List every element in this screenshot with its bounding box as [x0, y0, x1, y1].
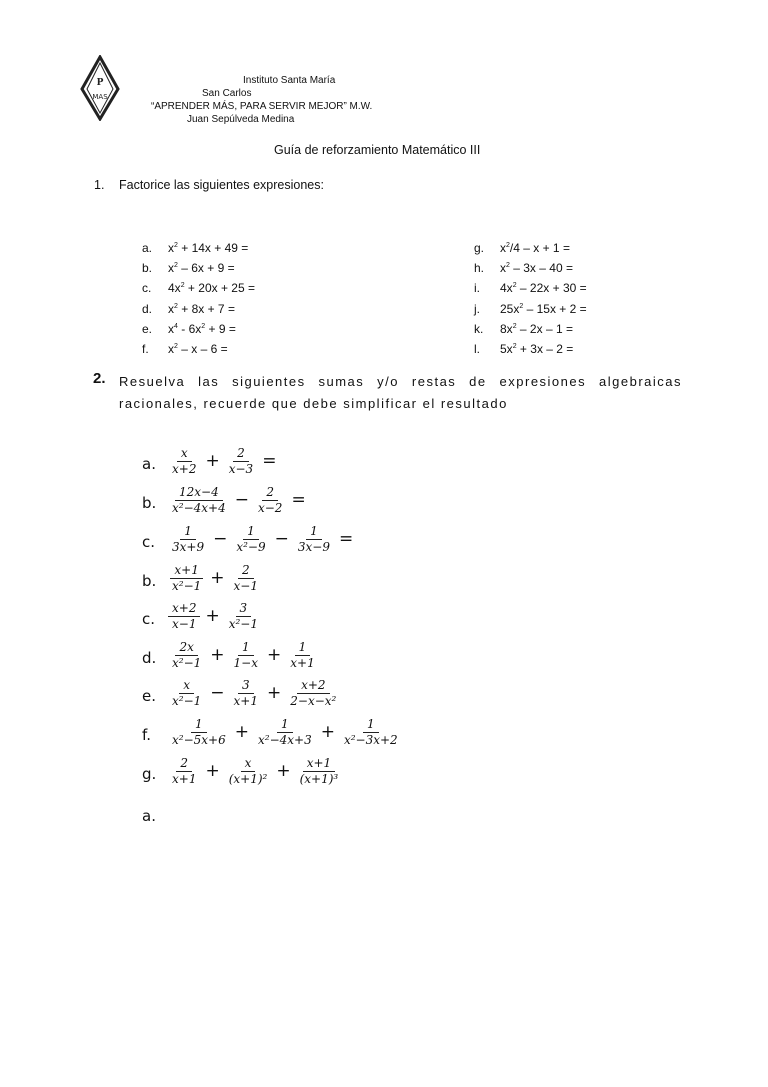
numerator: 1	[191, 717, 207, 733]
fraction	[286, 678, 340, 709]
operator: −	[210, 683, 225, 703]
operator: −	[234, 490, 249, 510]
fraction	[225, 756, 272, 787]
fraction	[168, 485, 230, 516]
item-label: e.	[142, 321, 153, 336]
numerator: x	[241, 756, 256, 772]
factor-item	[474, 281, 587, 295]
exercise-label: e.	[142, 687, 156, 705]
q1-left-list	[142, 241, 442, 361]
numerator: x	[179, 678, 194, 694]
numerator: 1	[363, 717, 379, 733]
numerator: x+1	[303, 756, 335, 772]
denominator: x²−4x+4	[172, 500, 226, 515]
q2-instruction: Resuelva las siguientes sumas y/o restas de expresiones algebraicas racionales, recuerde que debe simplificar el resultado	[119, 374, 682, 411]
rational-exercise	[142, 559, 264, 597]
numerator: 1	[243, 524, 259, 540]
item-expression: $4x^2 + 20x + 25$ =	[168, 281, 255, 296]
item-label: g.	[474, 241, 485, 255]
fraction	[232, 524, 269, 555]
operator: =	[262, 451, 277, 471]
denominator: x²−1	[172, 655, 202, 670]
exercise-label: b.	[142, 494, 157, 512]
factor-item	[474, 342, 573, 356]
denominator: 1−x	[233, 655, 258, 670]
item-expression: $5x^2 + 3x - 2$ =	[500, 342, 574, 356]
rational-exercise	[142, 597, 264, 635]
numerator: 3	[236, 601, 252, 617]
factor-item	[474, 302, 587, 316]
numerator: 1	[306, 524, 322, 540]
school-motto: “APRENDER MÁS, PARA SERVIR MEJOR” M.W.	[151, 101, 373, 112]
item-label: i.	[474, 281, 480, 296]
factor-item	[474, 322, 573, 336]
denominator: x+1	[290, 655, 315, 670]
denominator: x²−5x+6	[172, 732, 226, 747]
fraction	[168, 756, 200, 787]
operator: +	[276, 761, 291, 781]
denominator: x²−1	[172, 693, 202, 708]
city-name: San Carlos	[202, 88, 252, 99]
factor-item	[474, 261, 573, 275]
rational-exercise	[142, 636, 321, 674]
numerator: 1	[238, 640, 254, 656]
item-expression: $x^4 - 6x^2 + 9$ =	[168, 321, 236, 336]
denominator: x²−4x+3	[257, 732, 312, 747]
fraction	[254, 485, 286, 516]
operator: +	[267, 683, 282, 703]
denominator: x²−9	[236, 539, 266, 554]
numerator: 3	[238, 678, 254, 694]
item-expression: $8x^2 - 2x - 1$ =	[500, 321, 573, 336]
item-expression: $4x^2 - 22x + 30$ =	[500, 281, 587, 296]
numerator: 2	[176, 756, 192, 772]
factor-item	[142, 261, 235, 275]
rational-exercise	[142, 752, 344, 790]
denominator: x−1	[172, 616, 197, 631]
numerator: x+2	[168, 601, 200, 617]
denominator: x−2	[257, 500, 283, 515]
fraction	[294, 524, 334, 555]
denominator: x+2	[172, 461, 197, 476]
denominator: (x+1)²	[228, 771, 268, 786]
item-label: a.	[142, 241, 153, 255]
numerator: 2	[262, 485, 278, 501]
denominator: x+1	[172, 771, 197, 786]
denominator: 2−x−x²	[290, 693, 337, 708]
fraction	[230, 563, 262, 594]
factor-item	[142, 342, 228, 356]
item-label: h.	[474, 261, 485, 276]
exercise-label: c.	[142, 533, 156, 551]
fraction	[168, 524, 208, 555]
fraction	[168, 717, 230, 748]
item-expression: $x^2 - 3x - 40$ =	[500, 261, 573, 276]
operator: =	[291, 490, 306, 510]
q1-instruction: Factorice las siguientes expresiones:	[119, 178, 324, 192]
operator: +	[210, 568, 225, 588]
exercise-label: f.	[142, 726, 151, 744]
item-expression: $25x^2 - 15x + 2$ =	[500, 301, 587, 316]
denominator: x−3	[228, 461, 254, 476]
rational-exercise	[142, 442, 279, 480]
exercise-label: g.	[142, 765, 157, 783]
factor-item	[142, 281, 255, 295]
fraction	[225, 446, 257, 477]
item-label: j.	[474, 301, 480, 316]
operator: +	[320, 722, 335, 742]
svg-text:P: P	[96, 78, 104, 88]
item-expression: $x^2 + 8x + 7$ =	[168, 301, 235, 316]
factor-item	[142, 322, 236, 336]
numerator: x+2	[297, 678, 329, 694]
item-expression: $x^2$ – x – 6 =	[168, 342, 228, 356]
denominator: 3x+9	[172, 539, 205, 554]
exercise-label: a.	[142, 455, 156, 473]
q1-number: 1.	[94, 178, 105, 192]
denominator: (x+1)³	[299, 771, 339, 786]
numerator: 1	[295, 640, 311, 656]
operator: −	[274, 529, 289, 549]
numerator: 12x−4	[175, 485, 223, 501]
fraction	[168, 640, 205, 671]
item-label: f.	[142, 342, 149, 356]
rational-exercise	[142, 520, 356, 558]
factor-item	[142, 302, 235, 316]
operator: +	[267, 645, 282, 665]
item-label: b.	[142, 261, 153, 276]
numerator: x	[177, 446, 192, 462]
factor-item	[142, 241, 248, 255]
operator: +	[210, 645, 225, 665]
exercise-label: c.	[142, 610, 156, 628]
numerator: x+1	[170, 563, 202, 579]
fraction	[230, 640, 262, 671]
fraction	[340, 717, 402, 748]
svg-text:MAS: MAS	[92, 93, 108, 101]
operator: =	[338, 529, 354, 549]
numerator: 2	[233, 446, 249, 462]
item-label: c.	[142, 281, 152, 296]
operator: +	[205, 606, 220, 626]
operator: +	[205, 451, 220, 471]
fraction	[296, 756, 343, 787]
denominator: x²−1	[172, 578, 202, 593]
fraction	[254, 717, 316, 748]
denominator: x+1	[233, 693, 258, 708]
item-expression: $x^2 + 14x + 49$ =	[168, 241, 249, 255]
denominator: x−1	[233, 578, 258, 593]
denominator: x²−3x+2	[343, 732, 398, 747]
fraction	[286, 640, 318, 671]
fraction	[168, 563, 205, 594]
denominator: 3x−9	[297, 539, 330, 554]
fraction	[168, 446, 200, 477]
exercise-label: d.	[142, 649, 157, 667]
rational-exercise	[142, 674, 342, 712]
fraction	[225, 601, 262, 632]
fraction	[230, 678, 262, 709]
numerator: 2	[238, 563, 254, 579]
author-name: Juan Sepúlveda Medina	[187, 114, 295, 125]
numerator: 1	[180, 524, 196, 540]
numerator: 2x	[175, 640, 197, 656]
operator: +	[234, 722, 249, 742]
rational-exercise	[142, 713, 404, 751]
rational-exercise	[142, 794, 166, 832]
exercise-label: a.	[142, 807, 156, 825]
item-label: d.	[142, 301, 153, 316]
fraction	[168, 678, 205, 709]
operator: −	[213, 529, 228, 549]
q1-right-list	[474, 241, 694, 361]
item-label: k.	[474, 321, 484, 336]
fraction	[168, 601, 200, 632]
rational-exercise	[142, 481, 309, 519]
school-name: Instituto Santa María	[243, 75, 336, 86]
item-label: l.	[474, 342, 480, 356]
school-logo	[80, 55, 120, 121]
exercise-label: b.	[142, 572, 157, 590]
item-expression: $x^2 - 6x + 9$ =	[168, 261, 235, 276]
denominator: x²−1	[228, 616, 258, 631]
q2-number: 2.	[93, 370, 106, 387]
operator: +	[205, 761, 220, 781]
page-title: Guía de reforzamiento Matemático III	[274, 143, 481, 157]
factor-item	[474, 241, 570, 255]
numerator: 1	[277, 717, 293, 733]
item-expression: $x^2/4 - x + 1$ =	[500, 241, 570, 255]
